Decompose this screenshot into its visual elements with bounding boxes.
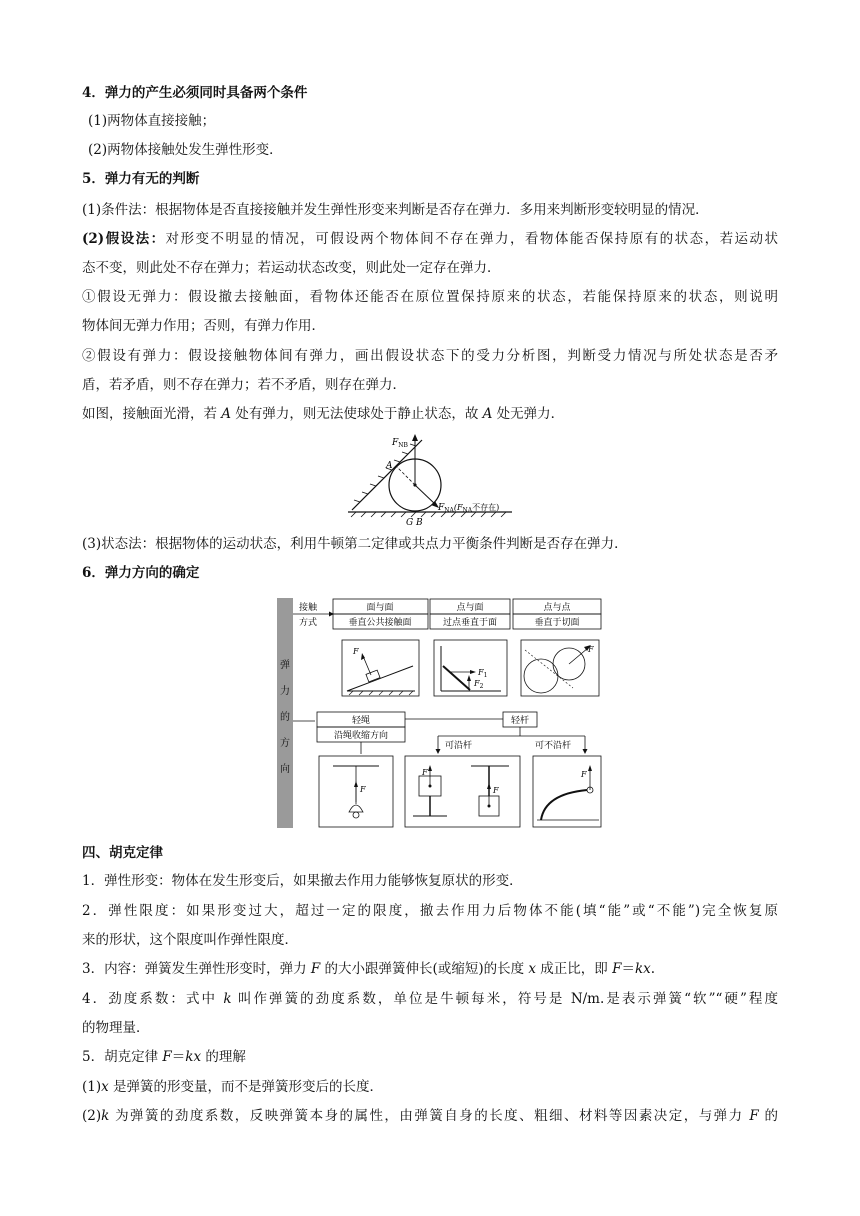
rod-down-f: F <box>493 786 499 795</box>
hooke-4-line1 <box>82 990 778 1008</box>
hooke-3-period: . <box>650 961 656 977</box>
box1-f: F <box>353 647 359 656</box>
ball-incline-figure <box>340 432 520 527</box>
condition-1: (1)两物体直接接触； <box>88 113 216 129</box>
hooke-5-t1: 5．胡克定律 <box>82 1049 163 1065</box>
contact-label-1: 接触 <box>299 603 318 613</box>
along-rod-label: 可沿杆 <box>445 741 473 751</box>
example-line <box>82 405 564 423</box>
side-char-5: 向 <box>280 764 290 775</box>
hooke-5-2 <box>82 1107 778 1125</box>
hooke-5-t2: 的理解 <box>201 1049 246 1065</box>
side-char-2: 力 <box>280 686 290 697</box>
hooke-5-2-var-f: F <box>749 1108 759 1124</box>
rod-label: 轻杆 <box>510 716 530 726</box>
hooke-3 <box>82 960 655 978</box>
condition-2: (2)两物体接触处发生弹性形变． <box>88 142 283 158</box>
hooke-3-eq: ＝ <box>621 961 635 977</box>
example-var-a2: A <box>482 406 493 422</box>
hooke-3-t3: 成正比，即 <box>536 961 613 977</box>
fnb-label: $F_{NB}$ <box>392 438 408 449</box>
method-assume-line1 <box>82 230 778 248</box>
assume-force-line2: 盾，若矛盾，则不存在弹力；若不矛盾，则存在弹力． <box>82 377 406 393</box>
not-along-rod-label: 可不沿杆 <box>535 741 572 751</box>
example-text-3: 处无弹力． <box>492 406 565 422</box>
hooke-5-2-t1: (2) <box>82 1108 102 1124</box>
example-var-a1: A <box>221 406 232 422</box>
hooke-5-2-t2: 为弹簧的劲度系数，反映弹簧本身的属性，由弹簧自身的长度、粗细、材料等因素决定，与弹力 <box>109 1108 750 1124</box>
rope-f: F <box>360 785 366 794</box>
box2-f1: $F_1$ <box>478 668 488 679</box>
type-face-face: 面与面 <box>366 603 394 613</box>
hooke-5-1 <box>82 1078 383 1096</box>
hooke-3-var-f2: F <box>612 961 622 977</box>
hooke-3-t2: 的大小跟弹簧伸长(或缩短)的长度 <box>320 961 529 977</box>
heading-hooke: 四、胡克定律 <box>82 845 163 861</box>
example-text-2: 处有弹力，则无法使球处于静止状态，故 <box>231 406 483 422</box>
hooke-4-line2: 的物理量． <box>82 1020 150 1036</box>
hooke-2-line2: 来的形状，这个限度叫作弹性限度． <box>82 932 298 948</box>
hooke-3-var-f: F <box>310 961 321 977</box>
hooke-5-var-kx: kx <box>185 1049 202 1065</box>
hooke-3-t1: 3．内容：弹簧发生弹性形变时，弹力 <box>82 961 311 977</box>
hooke-4-var-k: k <box>223 991 232 1007</box>
method-assume-text: 对形变不明显的情况，可假设两个物体间不存在弹力，看物体能否保持原有的状态，若运动状 <box>165 231 779 247</box>
method-state: (3)状态法：根据物体的运动状态，利用牛顿第二定律或共点力平衡条件判断是否存在弹力． <box>82 536 628 552</box>
hooke-5 <box>82 1048 246 1066</box>
point-a-label: A <box>386 461 393 471</box>
hooke-5-2-var-k: k <box>101 1108 110 1124</box>
hooke-5-1-t2: 是弹簧的形变量，而不是弹簧形变后的长度． <box>108 1079 384 1095</box>
hooke-5-eq: ＝ <box>171 1049 186 1065</box>
hooke-4-t2: 叫作弹簧的劲度系数，单位是牛顿每米，符号是 N/m.是表示弹簧“软”“硬”程度 <box>231 991 778 1007</box>
hooke-5-2-t3: 的 <box>758 1108 778 1124</box>
rod-up-f: F <box>422 768 428 777</box>
hooke-5-1-var-x: x <box>101 1079 109 1095</box>
box3-f: F <box>588 645 594 654</box>
hooke-4-t1: 4．劲度系数：式中 <box>82 991 224 1007</box>
hooke-2-line1: 2．弹性限度：如果形变过大，超过一定的限度，撤去作用力后物体不能(填“能”或“不能”)完全恢复原 <box>82 903 778 919</box>
side-char-3: 的 <box>280 712 290 723</box>
method-assume-label: (2)假设法： <box>82 231 166 247</box>
rope-label: 轻绳 <box>351 716 371 726</box>
method-condition: (1)条件法：根据物体是否直接接触并发生弹性形变来判断是否存在弹力．多用来判断形变较明显的情况． <box>82 202 709 218</box>
side-char-4: 方 <box>280 738 290 749</box>
heading-6: 6．弹力方向的确定 <box>82 565 200 581</box>
hooke-1: 1．弹性形变：物体在发生形变后，如果撤去作用力能够恢复原状的形变． <box>82 873 523 889</box>
type-point-point: 点与点 <box>543 603 571 613</box>
hooke-5-1-t1: (1) <box>82 1079 102 1095</box>
side-char-1: 弹 <box>280 660 290 671</box>
assume-force-line1: ②假设有弹力：假设接触物体间有弹力，画出假设状态下的受力分析图，判断受力情况与所处状态是否矛 <box>82 348 778 364</box>
fna-label: $F_{NA}(F_{NA}$不存在) <box>438 503 500 514</box>
type-face-face-rule: 垂直公共接触面 <box>348 618 412 628</box>
gb-label: G B <box>406 518 423 527</box>
assume-no-force-line2: 物体间无弹力作用；否则，有弹力作用． <box>82 318 325 334</box>
heading-4: 4．弹力的产生必须同时具备两个条件 <box>82 85 308 101</box>
heading-5: 5．弹力有无的判断 <box>82 171 200 187</box>
contact-label-2: 方式 <box>299 618 318 628</box>
curved-rod-f: F <box>581 770 587 779</box>
example-text-1: 如图，接触面光滑，若 <box>82 406 222 422</box>
hooke-3-var-kx: kx <box>634 961 651 977</box>
box2-f2: $F_2$ <box>474 679 484 690</box>
type-point-face: 点与面 <box>456 603 484 613</box>
rope-rule: 沿绳收缩方向 <box>333 731 389 741</box>
method-assume-line2: 态不变，则此处不存在弹力；若运动状态改变，则此处一定存在弹力． <box>82 260 501 276</box>
hooke-3-var-x: x <box>528 961 537 977</box>
hooke-5-var-f: F <box>162 1049 172 1065</box>
force-direction-chart <box>275 596 605 830</box>
type-point-face-rule: 过点垂直于面 <box>442 618 498 628</box>
assume-no-force-line1: ①假设无弹力：假设撤去接触面，看物体还能否在原位置保持原来的状态，若能保持原来的状态，则说明 <box>82 289 778 305</box>
type-point-point-rule: 垂直于切面 <box>534 618 580 628</box>
